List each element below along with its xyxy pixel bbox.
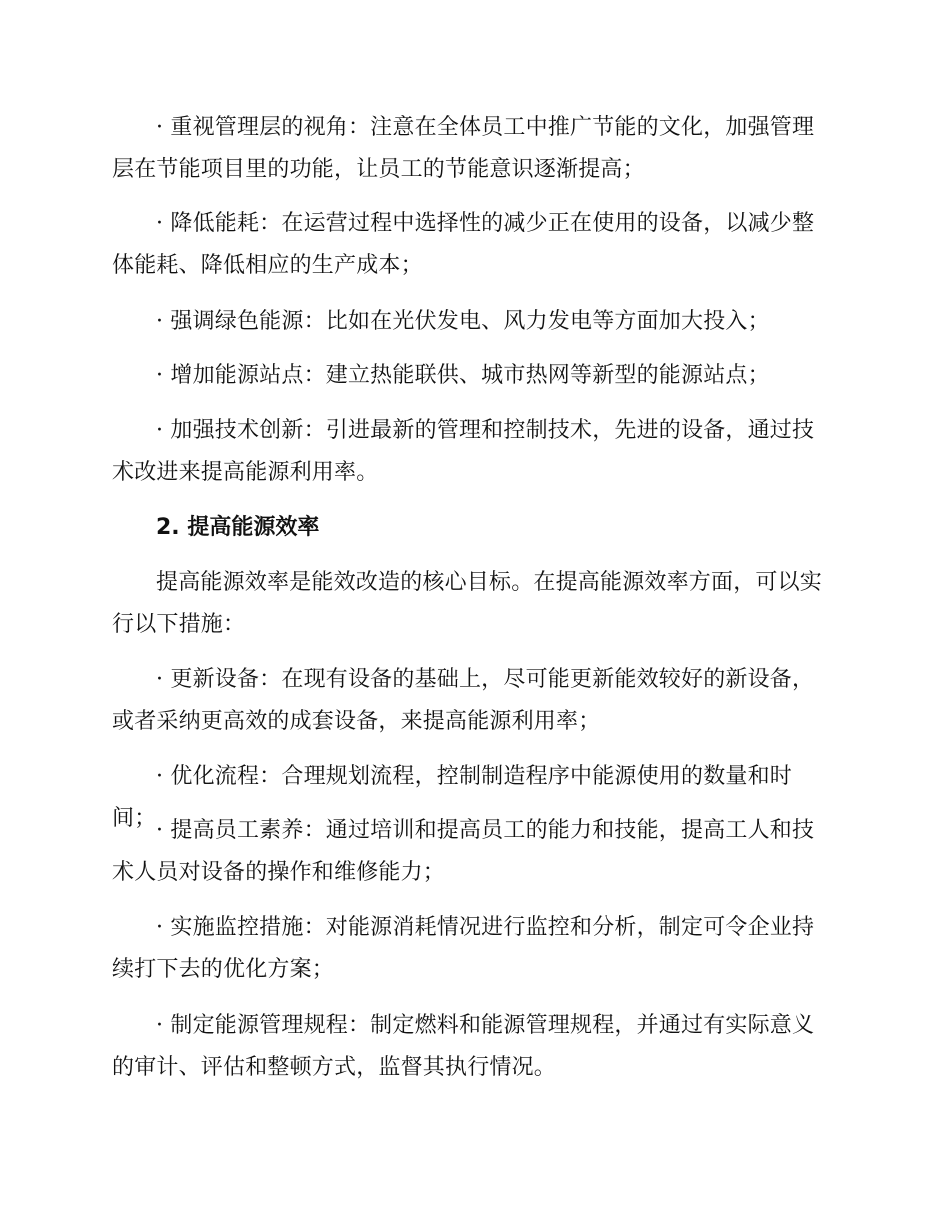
measure-staff-skills: · 提高员工素养：通过培训和提高员工的能力和技能，提高工人和技术人员对设备的操作和维修能力； — [112, 818, 815, 885]
bullet-green-energy: · 强调绿色能源：比如在光伏发电、风力发电等方面加大投入； — [156, 309, 770, 334]
measure-management-rules: · 制定能源管理规程：制定燃料和能源管理规程，并通过有实际意义的审计、评估和整顿方式，监督其执行情况。 — [112, 1013, 815, 1080]
measure-optimize-process: · 优化流程：合理规划流程，控制制造程序中能源使用的数量和时间； — [112, 764, 792, 831]
measure-monitoring: · 实施监控措施：对能源消耗情况进行监控和分析，制定可令企业持续打下去的优化方案； — [112, 915, 815, 982]
measure-update-equipment: · 更新设备：在现有设备的基础上，尽可能更新能效较好的新设备，或者采纳更高效的成套设备，来提高能源利用率； — [112, 667, 815, 734]
bullet-management-perspective: · 重视管理层的视角：注意在全体员工中推广节能的文化，加强管理层在节能项目里的功能，让员工的节能意识逐渐提高； — [112, 115, 815, 182]
bullet-tech-innovation: · 加强技术创新：引进最新的管理和控制技术，先进的设备，通过技术改进来提高能源利用率。 — [112, 418, 815, 485]
section-heading: 2. 提高能源效率 — [156, 515, 320, 540]
bullet-reduce-consumption: · 降低能耗：在运营过程中选择性的减少正在使用的设备，以减少整体能耗、降低相应的生产成本； — [112, 211, 815, 278]
bullet-energy-stations: · 增加能源站点：建立热能联供、城市热网等新型的能源站点； — [156, 363, 770, 388]
section-intro: 提高能源效率是能效改造的核心目标。在提高能源效率方面，可以实行以下措施： — [112, 570, 823, 637]
